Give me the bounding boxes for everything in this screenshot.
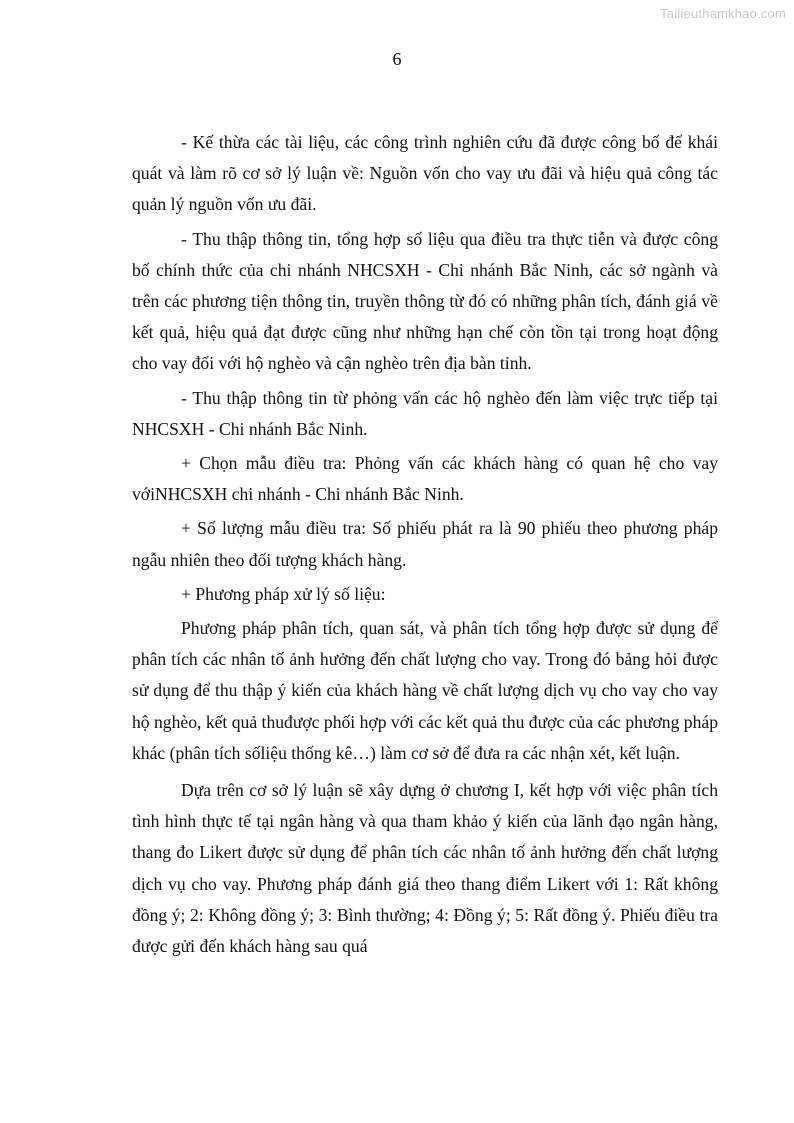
paragraph: - Kế thừa các tài liệu, các công trình nghiên cứu đã được công bố để khái quát và làm rõ cơ sở lý luận về: Nguồn vốn cho vay ưu đãi và hiệu quả công tác quản lý nguồn vốn ưu đãi.	[132, 132, 718, 215]
paragraph: Dựa trên cơ sở lý luận sẽ xây dựng ở chương I, kết hợp với việc phân tích tình hình thực tế tại ngân hàng và qua tham khảo ý kiến của lãnh đạo ngân hàng, thang đo Likert được sử dụng để phân tích các nhân tố ảnh hưởng đến chất lượng dịch vụ cho vay. Phương pháp đánh giá theo thang điểm Likert với 1: Rất không đồng ý; 2: Không đồng ý; 3: Bình thường; 4: Đồng ý; 5: Rất đồng ý. Phiếu điều tra được gửi đến khách hàng sau quá	[132, 780, 718, 957]
paragraph: + Phương pháp xử lý số liệu:	[181, 583, 386, 604]
paragraph: + Chọn mẫu điều tra: Phỏng vấn các khách hàng có quan hệ cho vay vớiNHCSXH chi nhánh - Chi nhánh Bắc Ninh.	[132, 453, 718, 505]
paragraph: - Thu thập thông tin, tổng hợp số liệu qua điều tra thực tiễn và được công bố chính thức của chi nhánh NHCSXH - Chi nhánh Bắc Ninh, các sở ngành và trên các phương tiện thông tin, truyền thông từ đó có những phân tích, đánh giá về kết quả, hiệu quả đạt được cũng như những hạn chế còn tồn tại trong hoạt động cho vay đối với hộ nghèo và cận nghèo trên địa bàn tỉnh.	[132, 228, 718, 374]
watermark: Tailieuthamkhao.com	[660, 6, 786, 21]
paragraph: Phương pháp phân tích, quan sát, và phân tích tổng hợp được sử dụng để phân tích các nhân tố ảnh hưởng đến chất lượng cho vay. Trong đó bảng hỏi được sử dụng để thu thập ý kiến của khách hàng về chất lượng dịch vụ cho vay cho vay hộ nghèo, kết quả thuđược phối hợp với các kết quả thu được của các phương pháp khác (phân tích sốliệu thống kê…) làm cơ sở để đưa ra các nhận xét, kết luận.	[132, 618, 718, 763]
paragraph: + Số lượng mẫu điều tra: Số phiếu phát ra là 90 phiếu theo phương pháp ngẫu nhiên theo đối tượng khách hàng.	[132, 518, 718, 570]
page-number: 6	[392, 49, 402, 69]
paragraph: - Thu thập thông tin từ phỏng vấn các hộ nghèo đến làm việc trực tiếp tại NHCSXH - Chi nhánh Bắc Ninh.	[132, 387, 718, 439]
body-text	[132, 127, 718, 965]
